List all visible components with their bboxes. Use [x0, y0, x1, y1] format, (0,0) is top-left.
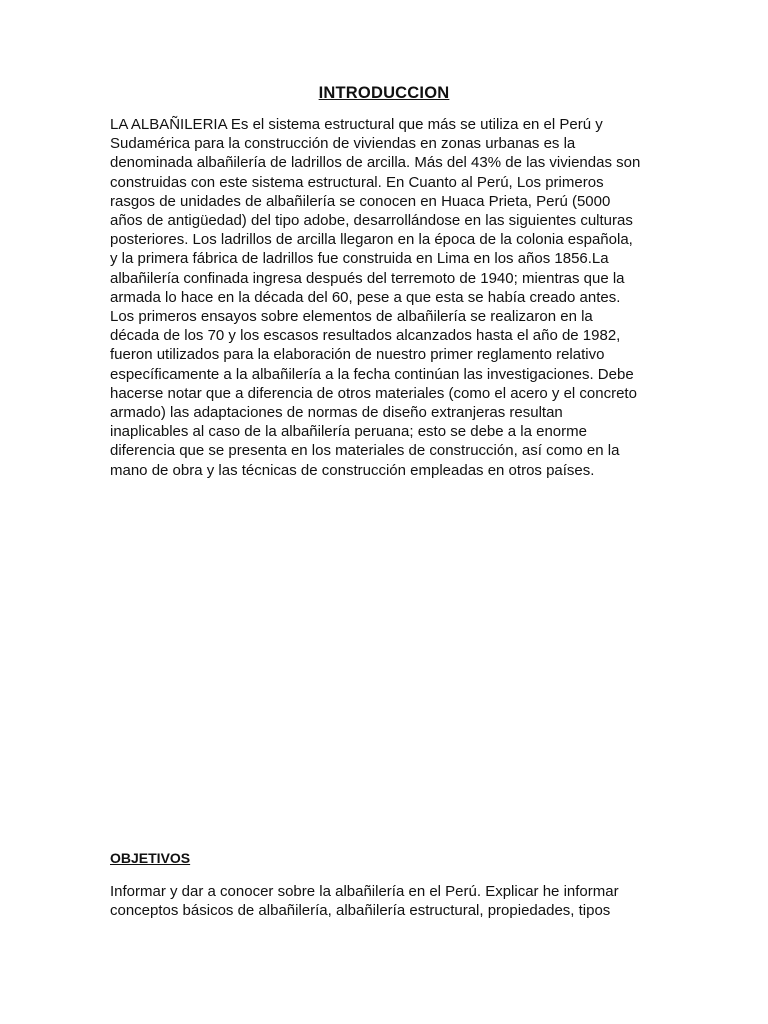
paragraph-line: posteriores. Los ladrillos de arcilla llegaron en la época de la colonia española, [110, 231, 633, 249]
paragraph-line: mano de obra y las técnicas de construcción empleadas en otros países. [110, 461, 595, 479]
paragraph-line: conceptos básicos de albañilería, albañilería estructural, propiedades, tipos [110, 902, 611, 920]
paragraph-line: década de los 70 y los escasos resultados alcanzados hasta el año de 1982, [110, 327, 621, 345]
paragraph-line: Los primeros ensayos sobre elementos de albañilería se realizaron en la [110, 308, 593, 326]
paragraph-line: LA ALBAÑILERIA Es el sistema estructural que más se utiliza en el Perú y [110, 116, 603, 133]
introduction-paragraph [110, 115, 658, 480]
paragraph-line: específicamente a la albañilería a la fecha continúan las investigaciones. Debe [110, 365, 634, 383]
paragraph-line: fueron utilizados para la elaboración de nuestro primer reglamento relativo [110, 346, 605, 364]
objectives-paragraph [110, 882, 658, 920]
objectives-heading: OBJETIVOS [110, 850, 191, 866]
paragraph-line: inaplicables al caso de la albañilería peruana; esto se debe a la enorme [110, 423, 587, 441]
page-title: INTRODUCCION [318, 84, 450, 102]
paragraph-line: años de antigüedad) del tipo adobe, desarrollándose en las siguientes culturas [110, 212, 633, 230]
paragraph-line: construidas con este sistema estructural. En Cuanto al Perú, Los primeros [110, 173, 604, 191]
paragraph-line: armado) las adaptaciones de normas de diseño extranjeras resultan [110, 404, 563, 422]
paragraph-line: armada lo hace en la década del 60, pese a que esta se había creado antes. [110, 288, 621, 306]
paragraph-line: diferencia que se presenta en los materiales de construcción, así como en la [110, 442, 620, 460]
paragraph-line: rasgos de unidades de albañilería se conocen en Huaca Prieta, Perú (5000 [110, 192, 611, 210]
paragraph-line: Sudamérica para la construcción de viviendas en zonas urbanas es la [110, 135, 576, 153]
paragraph-line: denominada albañilería de ladrillos de arcilla. Más del 43% de las viviendas son [110, 154, 641, 172]
paragraph-line: albañilería confinada ingresa después del terremoto de 1940; mientras que la [110, 269, 625, 287]
paragraph-line: Informar y dar a conocer sobre la albañilería en el Perú. Explicar he informar [110, 883, 619, 900]
paragraph-line: y la primera fábrica de ladrillos fue construida en Lima en los años 1856.La [110, 250, 609, 268]
paragraph-line: hacerse notar que a diferencia de otros materiales (como el acero y el concreto [110, 384, 637, 402]
